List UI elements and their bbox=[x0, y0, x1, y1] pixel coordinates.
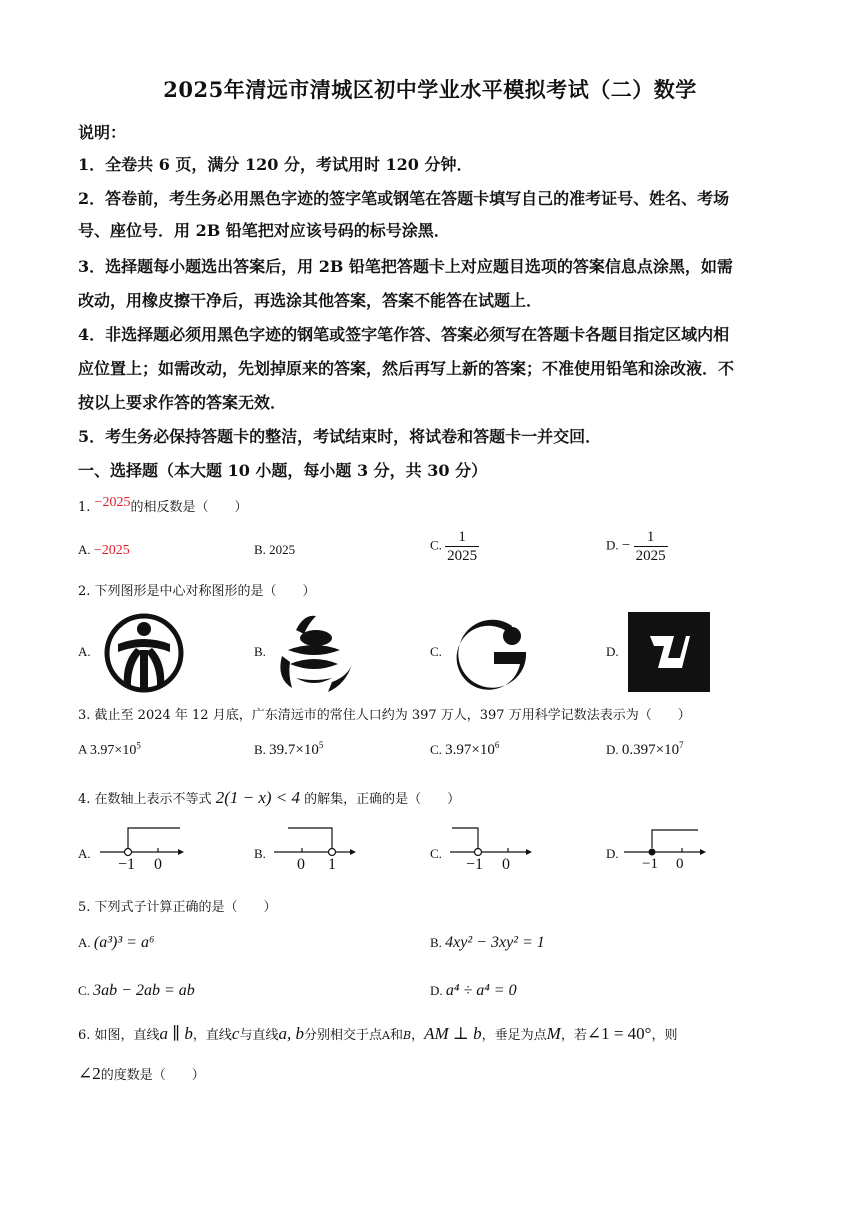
q4-numberline-b bbox=[272, 822, 362, 878]
instruction-4: 4．非选择题必须用黑色字迹的钢笔或签字笔作答、答案必须写在答题卡各题目指定区域内相 bbox=[78, 325, 730, 344]
instruction-4-cont2: 按以上要求作答的答案无效． bbox=[78, 393, 287, 412]
q2-figure-a bbox=[100, 612, 188, 694]
q3-option-d[interactable]: D. $0.397\times 10^7$ bbox=[606, 740, 684, 758]
q5-option-a[interactable]: A. (a³)³ = a⁶ bbox=[78, 934, 155, 951]
q3-option-c[interactable]: C. $3.97\times 10^6$ bbox=[430, 740, 500, 758]
page-title: 2025年清远市清城区初中学业水平模拟考试（二）数学 bbox=[163, 77, 697, 102]
q4-d-tick-2: 0 bbox=[676, 856, 684, 872]
q4-label-d[interactable]: D. bbox=[606, 846, 619, 861]
question-2: 2. 下列图形是中心对称图形的是（ ） bbox=[78, 584, 316, 599]
instruction-3: 3．选择题每小题选出答案后，用 2B 铅笔把答题卡上对应题目选项的答案信息点涂黑，如需 bbox=[78, 257, 733, 276]
question-4: 4. 在数轴上表示不等式 2(1 − x) < 4 的解集，正确的是（ ） bbox=[78, 788, 461, 807]
q4-d-tick-1: −1 bbox=[642, 856, 658, 872]
q6-angle2: ∠2 bbox=[78, 1064, 101, 1083]
q1-option-a[interactable]: A. −2025 bbox=[78, 542, 130, 558]
q3-option-b[interactable]: B. $39.7\times 10^5$ bbox=[254, 740, 324, 758]
q4-label-a[interactable]: A. bbox=[78, 846, 91, 861]
q4-label-c[interactable]: C. bbox=[430, 846, 442, 861]
q4-numberline-d bbox=[622, 822, 712, 878]
q4-c-tick-1: −1 bbox=[466, 856, 484, 873]
section-heading: 一、选择题（本大题 10 小题，每小题 3 分，共 30 分） bbox=[78, 461, 488, 480]
q1-value: −2025 bbox=[94, 495, 131, 510]
q2-label-d[interactable]: D. bbox=[606, 644, 619, 659]
q1-option-b[interactable]: B. 2025 bbox=[254, 542, 296, 557]
question-3: 3. 截止至 2024 年 12 月底，广东清远市的常住人口约为 397 万人，397 万用科学记数法表示为（ ） bbox=[78, 708, 691, 723]
q2-figure-c bbox=[450, 612, 532, 694]
q4-inequality: 2(1 − x) < 4 bbox=[215, 788, 300, 807]
q4-c-tick-2: 0 bbox=[502, 856, 510, 873]
q5-option-c[interactable]: C. 3ab − 2ab = ab bbox=[78, 982, 195, 999]
q5-option-b[interactable]: B. 4xy² − 3xy² = 1 bbox=[430, 934, 545, 951]
question-1: 1. −2025的相反数是（ ） bbox=[78, 495, 248, 515]
q4-b-tick-2: 1 bbox=[328, 856, 336, 873]
question-6: 6. 如图，直线a ∥ b，直线c与直线a, b分别相交于点A和B，AM ⊥ b，垂足为点M，若∠1 = 40°，则 bbox=[78, 1024, 678, 1043]
q4-label-b[interactable]: B. bbox=[254, 846, 266, 861]
q1-option-c[interactable]: C. $\frac{1}{2025}$ bbox=[430, 529, 478, 564]
instruction-1: 1．全卷共 6 页，满分 120 分，考试用时 120 分钟． bbox=[78, 155, 473, 174]
q3-option-a[interactable]: A $3.97\times 10^5$ bbox=[78, 740, 141, 758]
instruction-2-cont: 号、座位号．用 2B 铅笔把对应该号码的标号涂黑． bbox=[78, 221, 450, 240]
q4-a-tick-1: −1 bbox=[118, 856, 136, 873]
q2-label-c[interactable]: C. bbox=[430, 644, 442, 659]
instruction-2: 2．答卷前，考生务必用黑色字迹的签字笔或钢笔在答题卡填写自己的准考证号、姓名、考场 bbox=[78, 189, 730, 208]
question-6-cont: ∠2的度数是（ ） bbox=[78, 1064, 205, 1083]
question-5: 5. 下列式子计算正确的是（ ） bbox=[78, 900, 277, 915]
instruction-5: 5．考生务必保持答题卡的整洁，考试结束时，将试卷和答题卡一并交回． bbox=[78, 427, 602, 446]
q2-figure-d bbox=[628, 612, 710, 692]
q4-a-tick-2: 0 bbox=[154, 856, 162, 873]
q4-numberline-a bbox=[98, 822, 188, 878]
q2-label-b[interactable]: B. bbox=[254, 644, 266, 659]
instructions-heading: 说明： bbox=[78, 123, 127, 142]
q1-option-d[interactable]: D. − $\frac{1}{2025}$ bbox=[606, 529, 666, 564]
instruction-4-cont: 应位置上；如需改动，先划掉原来的答案，然后再写上新的答案；不准使用铅笔和涂改液．不 bbox=[78, 359, 735, 378]
instruction-3-cont: 改动，用橡皮擦干净后，再选涂其他答案，答案不能答在试题上． bbox=[78, 291, 543, 310]
q4-b-tick-1: 0 bbox=[297, 856, 305, 873]
q4-numberline-c bbox=[448, 822, 538, 878]
q5-option-d[interactable]: D. a⁴ ÷ a⁴ = 0 bbox=[430, 982, 517, 999]
q2-label-a[interactable]: A. bbox=[78, 644, 91, 659]
q2-figure-b bbox=[274, 612, 356, 694]
